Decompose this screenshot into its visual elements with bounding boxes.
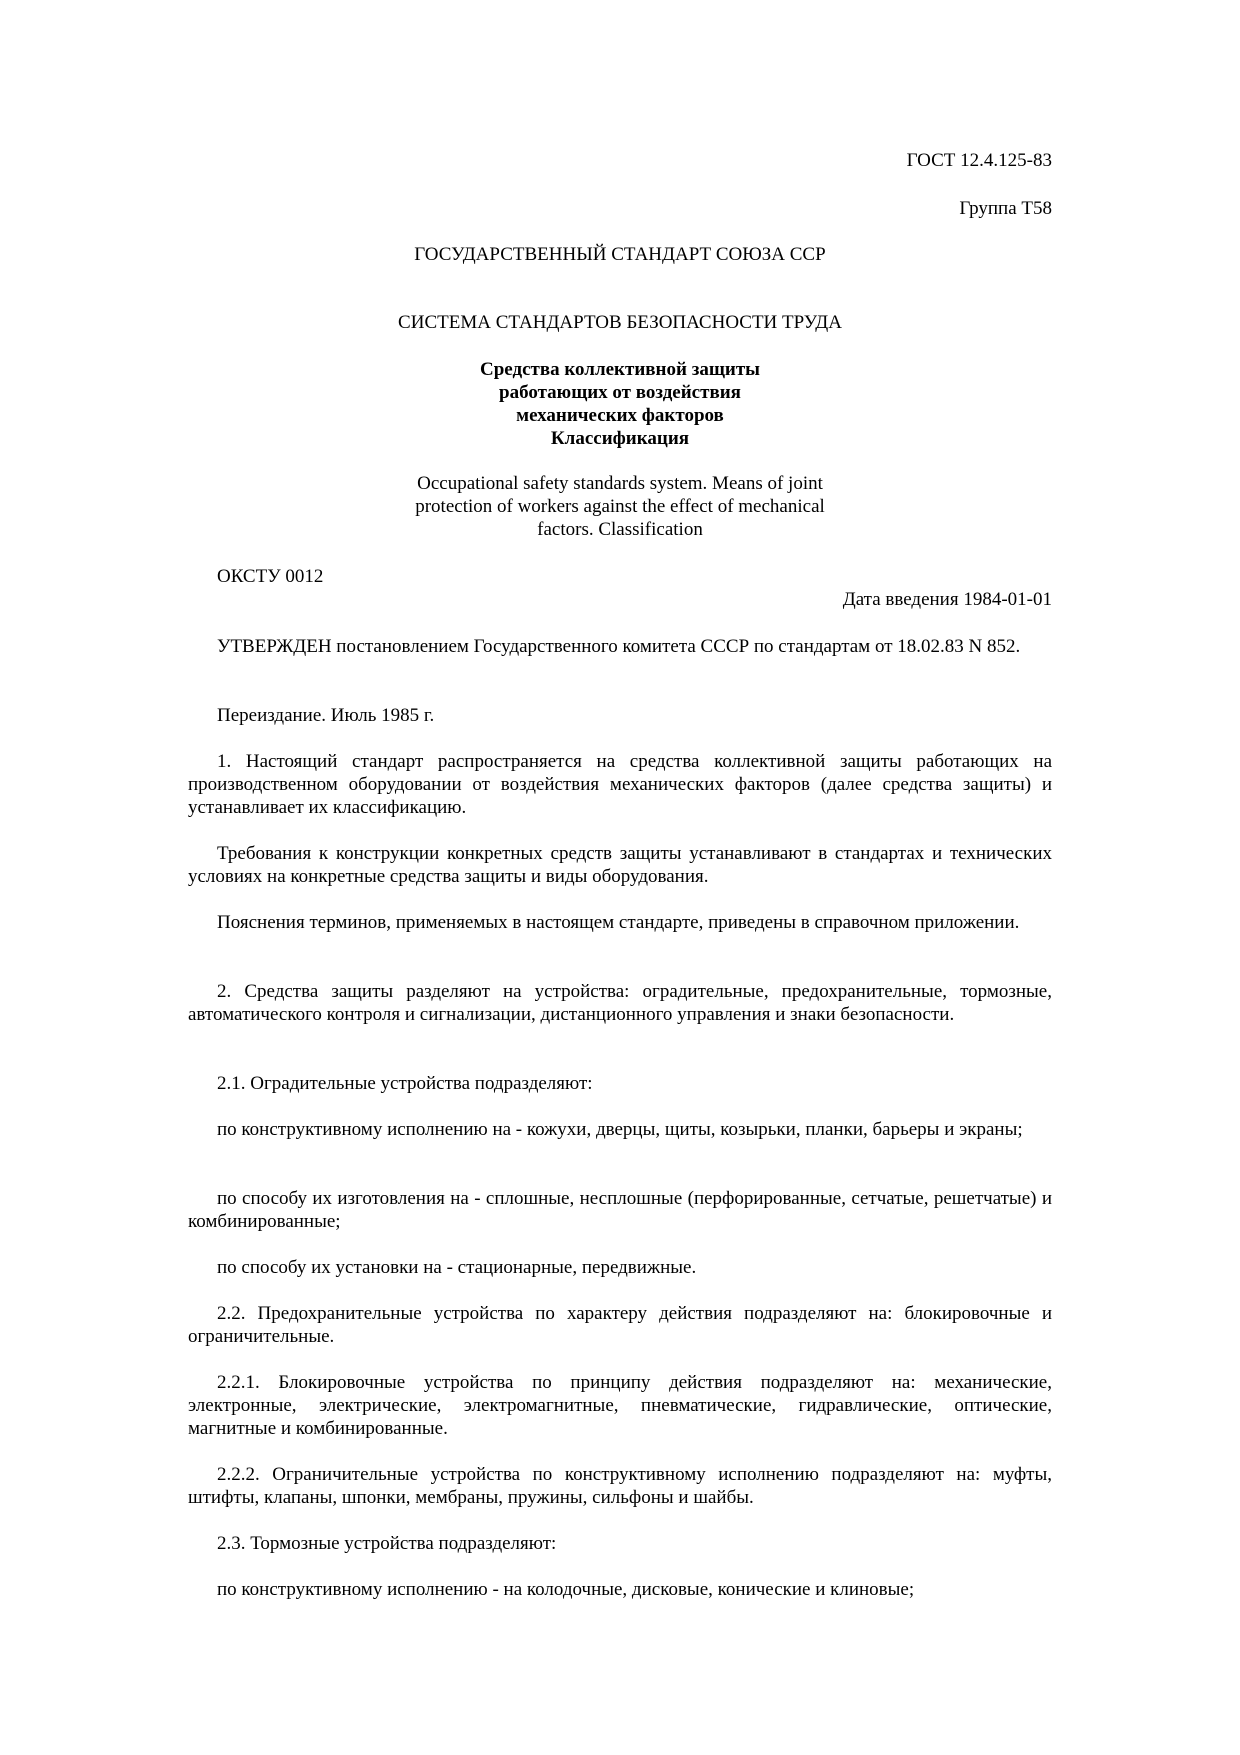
- paragraph-2-2-1: 2.2.1. Блокировочные устройства по принципу действия подразделяют на: механические, электронные, электрические, электромагнитные, пневматические, гидравлические, оптические, магнитные и комбинированные.: [188, 1372, 1052, 1439]
- gost-number: ГОСТ 12.4.125-83: [906, 150, 1052, 171]
- title-line: механических факторов: [516, 405, 724, 426]
- english-title-line: Occupational safety standards system. Means of joint: [417, 473, 823, 494]
- approval-paragraph: УТВЕРЖДЕН постановлением Государственного комитета СССР по стандартам от 18.02.83 N 852.: [217, 636, 1021, 657]
- group-label: Группа Т58: [959, 198, 1052, 219]
- title-line: работающих от воздействия: [499, 382, 741, 403]
- title-line: Классификация: [550, 428, 690, 449]
- paragraph-1: 1. Настоящий стандарт распространяется на средства коллективной защиты работающих на производственном оборудовании от воздействия механических факторов (далее средства защиты) и устанавливает их классификацию.: [188, 751, 1052, 818]
- reissue-note: Переиздание. Июль 1985 г.: [217, 705, 435, 726]
- paragraph-2-2: 2.2. Предохранительные устройства по характеру действия подразделяют на: блокировочные и ограничительные.: [188, 1303, 1052, 1347]
- state-standard-heading: ГОСУДАРСТВЕННЫЙ СТАНДАРТ СОЮЗА ССР: [414, 244, 826, 265]
- paragraph-terms: Пояснения терминов, применяемых в настоящем стандарте, приведены в справочном приложении.: [217, 912, 1020, 933]
- english-title-line: protection of workers against the effect of mechanical: [415, 496, 825, 517]
- english-title: [388, 472, 852, 541]
- paragraph-installation: по способу их установки на - стационарные, передвижные.: [217, 1257, 697, 1278]
- introduction-date: Дата введения 1984-01-01: [842, 589, 1052, 610]
- paragraph-2: 2. Средства защиты разделяют на устройства: оградительные, предохранительные, тормозные, автоматического контроля и сигнализации, дистанционного управления и знаки безопасности.: [188, 981, 1052, 1025]
- title-line: Средства коллективной защиты: [480, 359, 760, 380]
- paragraph-manufacture: по способу их изготовления на - сплошные, несплошные (перфорированные, сетчатые, решетчатые) и комбинированные;: [188, 1188, 1052, 1232]
- paragraph-2-3: 2.3. Тормозные устройства подразделяют:: [217, 1533, 557, 1554]
- english-title-line: factors. Classification: [537, 519, 703, 540]
- system-heading: СИСТЕМА СТАНДАРТОВ БЕЗОПАСНОСТИ ТРУДА: [398, 312, 842, 333]
- paragraph-requirements: Требования к конструкции конкретных средств защиты устанавливают в стандартах и технических условиях на конкретные средства защиты и виды оборудования.: [188, 843, 1052, 887]
- paragraph-2-2-2: 2.2.2. Ограничительные устройства по конструктивному исполнению подразделяют на: муфты, штифты, клапаны, шпонки, мембраны, пружины, сильфоны и шайбы.: [188, 1464, 1052, 1508]
- paragraph-design: по конструктивному исполнению на - кожухи, дверцы, щиты, козырьки, планки, барьеры и экраны;: [217, 1119, 1023, 1140]
- paragraph-2-1: 2.1. Оградительные устройства подразделяют:: [217, 1073, 593, 1094]
- paragraph-brakes-design: по конструктивному исполнению - на колодочные, дисковые, конические и клиновые;: [217, 1579, 915, 1600]
- document-title: [388, 358, 852, 450]
- okstu-code: ОКСТУ 0012: [217, 566, 324, 587]
